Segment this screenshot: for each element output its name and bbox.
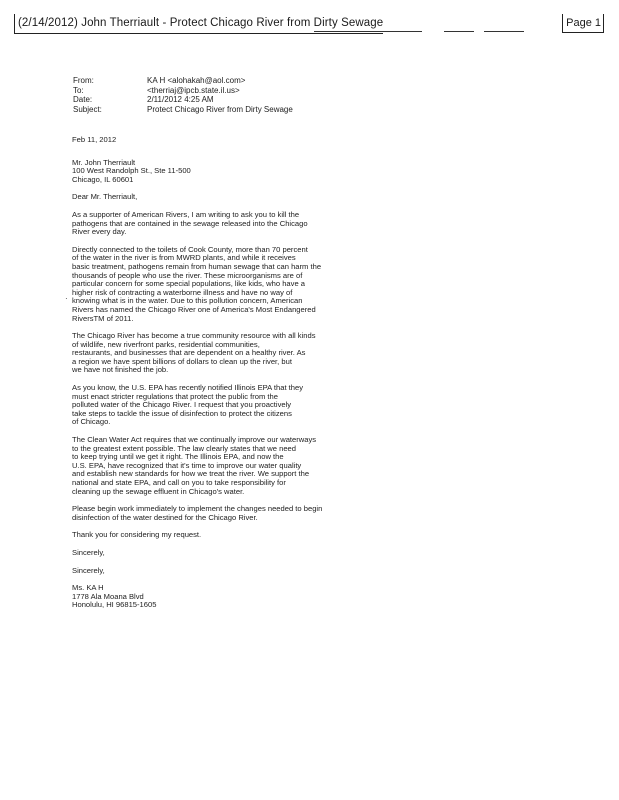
header-rule-mid — [444, 31, 474, 32]
from-label: From: — [73, 76, 94, 85]
address-line: Mr. John Therriault — [72, 157, 136, 167]
subject-row — [73, 105, 293, 115]
subject-value: Protect Chicago River from Dirty Sewage — [147, 104, 293, 114]
header-rule-left — [314, 31, 422, 32]
letter-body — [72, 136, 348, 619]
address-line: 100 West Randolph St., Ste 11-500 — [72, 166, 191, 176]
address-line: Chicago, IL 60601 — [72, 174, 134, 184]
closing-1: Sincerely, — [72, 547, 105, 557]
paragraph-2 — [72, 246, 348, 323]
date-row — [73, 95, 293, 105]
text-line: pathogens that are contained in the sewage released into the Chicago — [72, 218, 308, 228]
text-line: of Chicago. — [72, 417, 111, 427]
to-row — [73, 86, 293, 96]
text-line: knowing what is in the water. Due to this pollution concern, American — [72, 296, 303, 306]
letter-date: Feb 11, 2012 — [72, 135, 117, 144]
text-line: we have not finished the job. — [72, 365, 169, 375]
header-rule-right — [484, 31, 524, 32]
text-line: Please begin work immediately to implement the changes needed to begin — [72, 504, 323, 514]
paragraph-3 — [72, 332, 348, 375]
to-label: To: — [73, 85, 84, 95]
text-line: and establish new standards for how we treat the river. We support the — [72, 469, 310, 479]
paragraph-1 — [72, 211, 348, 237]
text-line: U.S. EPA, have recognized that it's time to improve our water quality — [72, 460, 302, 470]
text-line: thousands of people who use the river. These microorganisms are of — [72, 270, 303, 280]
text-line: Rivers has named the Chicago River one of America's Most Endangered — [72, 304, 316, 314]
from-value: KA H <alohakah@aol.com> — [147, 76, 246, 85]
text-line: of the water in the river is from MWRD plants, and while it receives — [72, 253, 296, 263]
text-line: to keep trying until we get it right. The Illinois EPA, and now the — [72, 452, 284, 462]
document-header — [14, 14, 604, 34]
text-line: Directly connected to the toilets of Cook County, more than 70 percent — [72, 244, 308, 254]
text-line: must enact stricter regulations that protect the public from the — [72, 391, 278, 401]
signature-line: Ms. KA H — [72, 583, 104, 593]
text-line: a region we have spent billions of dollars to clean up the river, but — [72, 356, 292, 366]
text-line: particular concern for some special populations, like kids, who have a — [72, 279, 305, 289]
text-line: Thank you for considering my request. — [72, 530, 202, 540]
to-value: <therriaj@ipcb.state.il.us> — [147, 85, 240, 95]
text-line: take steps to tackle the issue of disinfection to protect the citizens — [72, 408, 292, 418]
email-metadata — [73, 76, 293, 114]
text-line: The Clean Water Act requires that we continually improve our waterways — [72, 435, 317, 445]
signature-line: Honolulu, HI 96815-1605 — [72, 600, 157, 610]
signature-line: 1778 Ala Moana Blvd — [72, 591, 144, 601]
salutation: Dear Mr. Therriault, — [72, 192, 138, 202]
sender-signature — [72, 584, 348, 610]
text-line: national and state EPA, and call on you to take responsibility for — [72, 478, 286, 487]
text-line: River every day. — [72, 227, 127, 237]
paragraph-7 — [72, 531, 348, 540]
text-line: cleaning up the sewage effluent in Chicago's water. — [72, 486, 245, 496]
from-row — [73, 76, 293, 86]
date-label: Date: — [73, 95, 93, 104]
text-line: As a supporter of American Rivers, I am writing to ask you to kill the — [72, 209, 300, 219]
margin-mark: · — [65, 294, 68, 303]
text-line: The Chicago River has become a true community resource with all kinds — [72, 331, 316, 341]
text-line: of wildlife, new riverfront parks, residential communities, — [72, 339, 260, 349]
text-line: As you know, the U.S. EPA has recently notified Illinois EPA that they — [72, 383, 304, 393]
text-line: higher risk of contracting a waterborne illness and have no way of — [72, 287, 293, 297]
recipient-address — [72, 159, 348, 185]
paragraph-4 — [72, 384, 348, 427]
date-value: 2/11/2012 4:25 AM — [147, 95, 214, 104]
text-line: disinfection of the water destined for the Chicago River. — [72, 512, 258, 522]
text-line: to the greatest extent possible. The law clearly states that we need — [72, 443, 297, 453]
text-line: RiversTM of 2011. — [72, 313, 134, 323]
paragraph-5 — [72, 436, 348, 496]
text-line: restaurants, and businesses that are dependent on a healthy river. As — [72, 348, 306, 358]
subject-label: Subject: — [73, 104, 102, 114]
document-title: (2/14/2012) John Therriault - Protect Chicago River from Dirty Sewage — [14, 14, 383, 34]
text-line: basic treatment, pathogens remain from human sewage that can harm the — [72, 261, 322, 271]
paragraph-6 — [72, 505, 348, 522]
text-line: polluted water of the Chicago River. I request that you proactively — [72, 400, 292, 410]
closing-2: Sincerely, — [72, 565, 105, 575]
page-number: Page 1 — [562, 14, 604, 33]
